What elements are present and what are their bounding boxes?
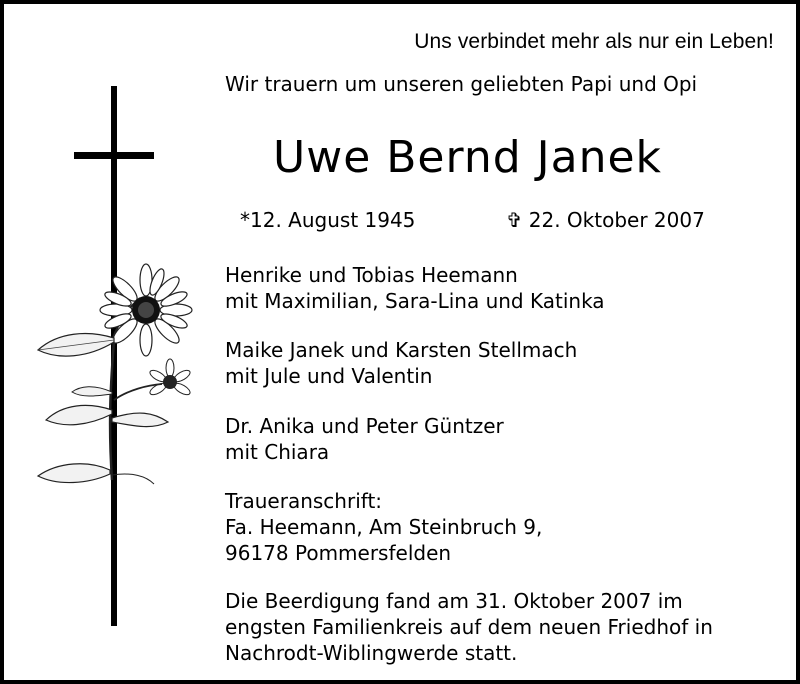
family-children: mit Chiara: [225, 440, 330, 464]
family-children: mit Maximilian, Sara-Lina und Katinka: [225, 289, 605, 313]
address-street: Fa. Heemann, Am Steinbruch 9,: [225, 515, 543, 539]
address-city: 96178 Pommersfelden: [225, 541, 452, 565]
deceased-name: Uwe Bernd Janek: [273, 132, 662, 183]
burial-line: Die Beerdigung fand am 31. Oktober 2007 im: [225, 589, 683, 613]
family-members: Henrike und Tobias Heemann: [225, 263, 518, 287]
family-group: [225, 413, 504, 465]
family-group: [225, 337, 577, 389]
death-date: 22. Oktober 2007: [528, 208, 705, 232]
mourning-address: [225, 488, 542, 566]
family-group: [225, 262, 605, 314]
burial-info: [225, 588, 713, 666]
death-date-row: [506, 208, 705, 232]
birth-date: *12. August 1945: [240, 208, 416, 232]
family-members: Dr. Anika und Peter Güntzer: [225, 414, 504, 438]
intro-text: Wir trauern um unseren geliebten Papi und Opi: [225, 72, 698, 96]
cross-with-sunflower-icon: [28, 80, 198, 634]
motto: Uns verbindet mehr als nur ein Leben!: [414, 30, 774, 53]
family-children: mit Jule und Valentin: [225, 364, 433, 388]
address-label: Traueranschrift:: [225, 489, 383, 513]
cross-icon: ✞: [506, 208, 523, 232]
burial-line: engsten Familienkreis auf dem neuen Friedhof in: [225, 615, 713, 639]
family-members: Maike Janek und Karsten Stellmach: [225, 338, 578, 362]
burial-line: Nachrodt-Wiblingwerde statt.: [225, 641, 518, 665]
